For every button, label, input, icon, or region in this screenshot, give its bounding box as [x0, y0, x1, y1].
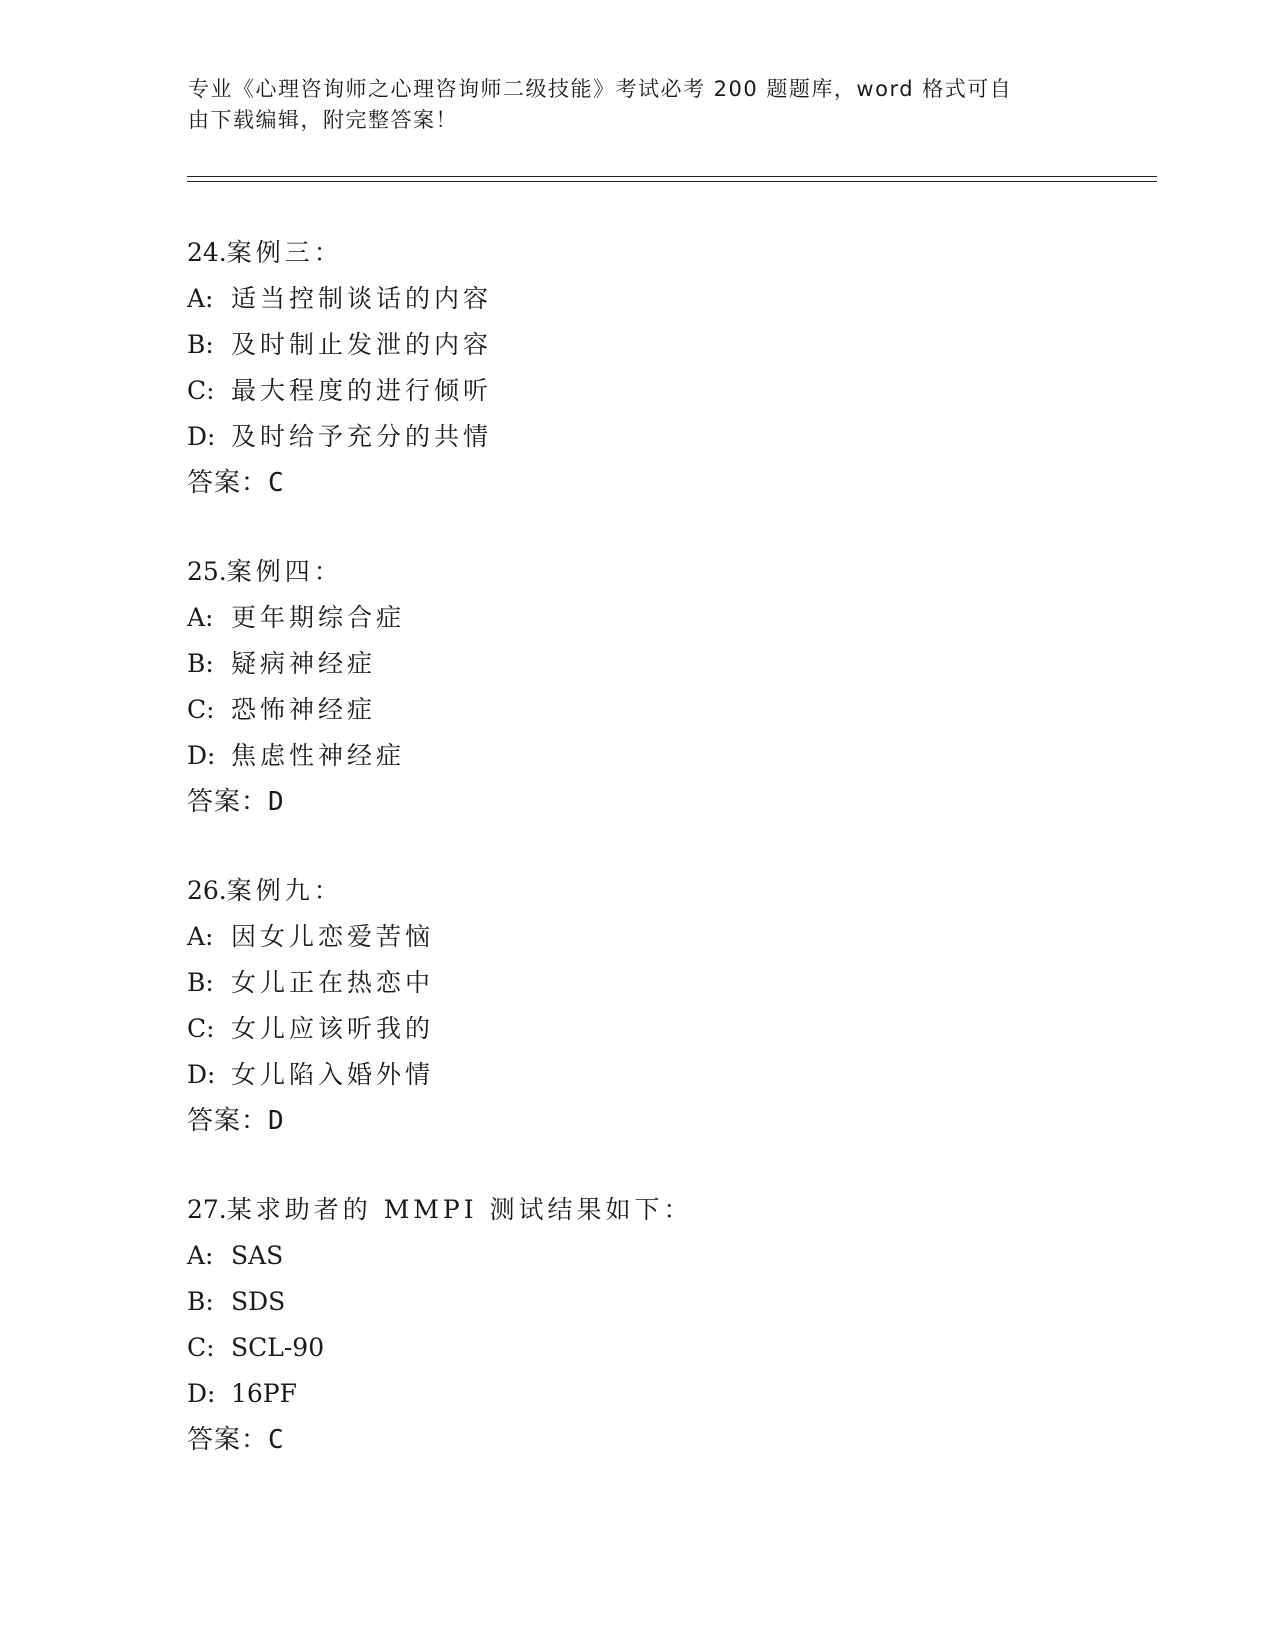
option-text: 焦虑性神经症: [231, 741, 406, 770]
option-text: 适当控制谈话的内容: [231, 284, 493, 313]
option-letter: B:: [187, 649, 214, 678]
question-number: 26.: [187, 876, 227, 905]
answer-value: C: [268, 468, 285, 498]
option-letter: D:: [187, 422, 216, 451]
option-d: [187, 1379, 1087, 1425]
option-letter: C:: [187, 1333, 215, 1362]
question-number: 24.: [187, 238, 227, 267]
option-letter: C:: [187, 376, 215, 405]
question-number: 25.: [187, 557, 227, 586]
option-c: [187, 695, 1087, 741]
option-d: [187, 741, 1087, 787]
option-letter: B:: [187, 1287, 214, 1316]
header-line-1: 专业《心理咨询师之心理咨询师二级技能》考试必考 200 题题库，word 格式可自: [188, 77, 1013, 101]
question-26: [187, 876, 1087, 1152]
option-c: [187, 1014, 1087, 1060]
answer-value: D: [268, 1106, 285, 1136]
answer-label: 答案：: [187, 787, 269, 817]
answer-line: [187, 468, 1087, 514]
option-text: 因女儿恋爱苦恼: [231, 922, 435, 951]
answer-label: 答案：: [187, 1425, 269, 1455]
question-25: [187, 557, 1087, 833]
header-divider-bottom: [187, 181, 1157, 182]
option-letter: D:: [187, 1060, 216, 1089]
option-text: SDS: [231, 1287, 286, 1316]
option-b: [187, 649, 1087, 695]
answer-label: 答案：: [187, 1106, 269, 1136]
question-title: [187, 557, 1087, 603]
question-title: [187, 238, 1087, 284]
answer-value: D: [268, 787, 285, 817]
question-number: 27.: [187, 1195, 227, 1224]
option-text: 疑病神经症: [231, 649, 377, 678]
answer-value: C: [268, 1425, 285, 1455]
option-letter: A:: [187, 603, 214, 632]
question-text: 案例四：: [226, 557, 343, 586]
option-text: 更年期综合症: [231, 603, 406, 632]
option-text: 女儿陷入婚外情: [231, 1060, 435, 1089]
header-line-2: 由下载编辑，附完整答案！: [188, 108, 458, 132]
option-text: 及时给予充分的共情: [231, 422, 493, 451]
option-text: SAS: [231, 1241, 284, 1270]
question-title: [187, 876, 1087, 922]
option-a: [187, 1241, 1087, 1287]
option-text: 16PF: [231, 1379, 297, 1408]
option-letter: B:: [187, 330, 214, 359]
option-letter: C:: [187, 695, 215, 724]
option-text: 女儿正在热恋中: [231, 968, 435, 997]
option-b: [187, 330, 1087, 376]
option-b: [187, 968, 1087, 1014]
question-text: 某求助者的 MMPI 测试结果如下：: [226, 1195, 693, 1224]
option-letter: A:: [187, 284, 214, 313]
option-c: [187, 1333, 1087, 1379]
option-letter: A:: [187, 1241, 214, 1270]
option-a: [187, 284, 1087, 330]
option-b: [187, 1287, 1087, 1333]
question-text: 案例九：: [226, 876, 343, 905]
header-divider-top: [187, 176, 1157, 177]
answer-line: [187, 1106, 1087, 1152]
question-24: [187, 238, 1087, 514]
option-text: 恐怖神经症: [231, 695, 377, 724]
question-27: [187, 1195, 1087, 1471]
question-text: 案例三：: [226, 238, 343, 267]
option-letter: A:: [187, 922, 214, 951]
option-text: 女儿应该听我的: [231, 1014, 435, 1043]
option-text: 及时制止发泄的内容: [231, 330, 493, 359]
option-a: [187, 603, 1087, 649]
option-a: [187, 922, 1087, 968]
option-letter: C:: [187, 1014, 215, 1043]
answer-line: [187, 1425, 1087, 1471]
option-letter: D:: [187, 741, 216, 770]
option-d: [187, 1060, 1087, 1106]
option-letter: B:: [187, 968, 214, 997]
document-header: [188, 74, 1068, 136]
question-title: [187, 1195, 1087, 1241]
answer-label: 答案：: [187, 468, 269, 498]
answer-line: [187, 787, 1087, 833]
option-d: [187, 422, 1087, 468]
option-text: SCL-90: [231, 1333, 325, 1362]
option-c: [187, 376, 1087, 422]
option-text: 最大程度的进行倾听: [231, 376, 493, 405]
option-letter: D:: [187, 1379, 216, 1408]
